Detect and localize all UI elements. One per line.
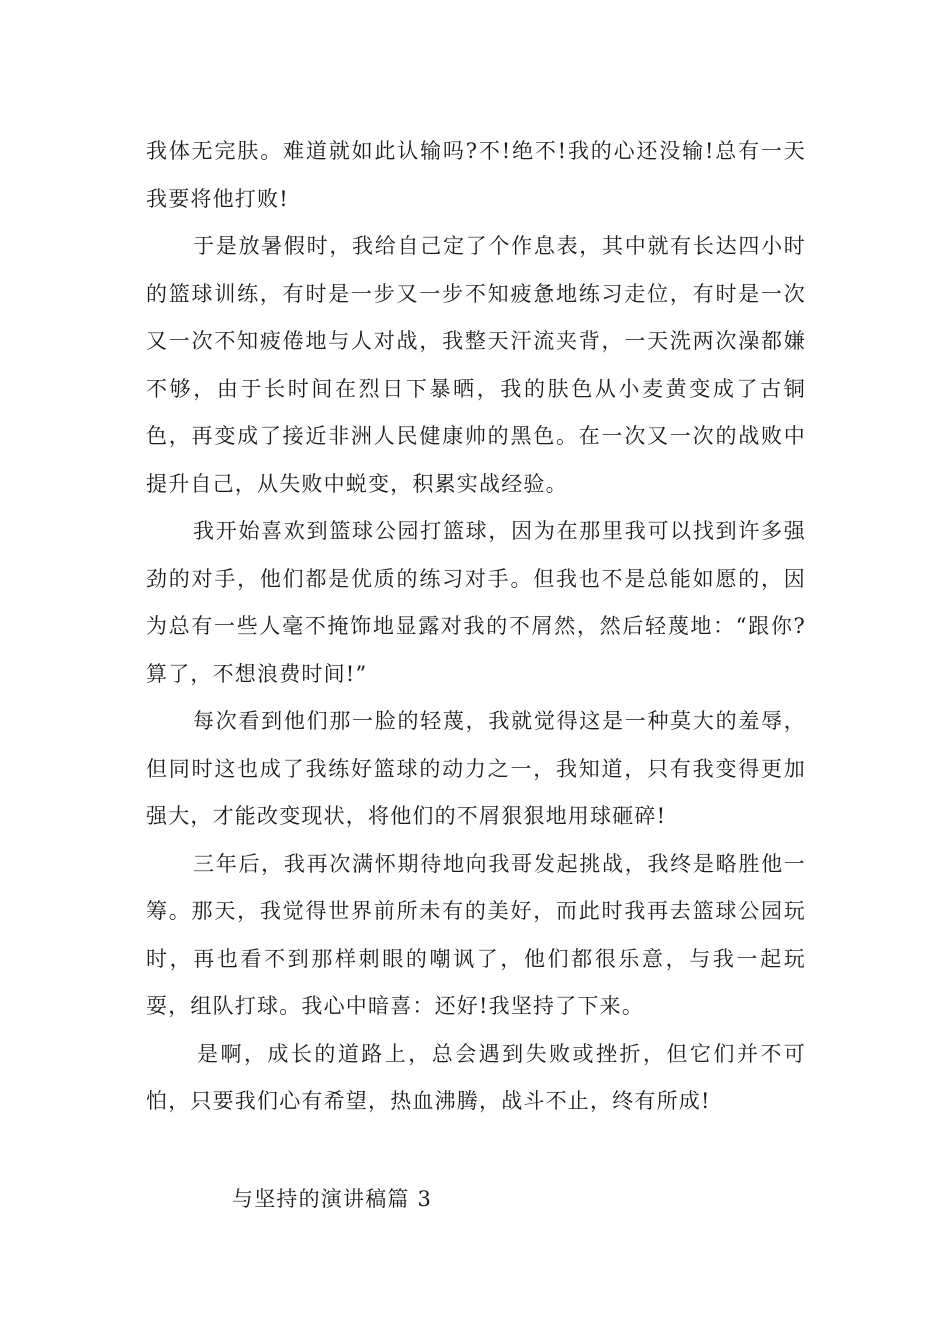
paragraph-motivation: 每次看到他们那一脸的轻蔑，我就觉得这是一种莫大的羞辱，但同时这也成了我练好篮球的动力之一，我知道，只有我变得更加强大，才能改变现状，将他们的不屑狠狠地用球砸碎! [146, 709, 806, 828]
paragraph-basketball-park: 我开始喜欢到篮球公园打篮球，因为在那里我可以找到许多强劲的对手，他们都是优质的练习对手。但我也不是总能如愿的，因为总有一些人毫不掩饰地显露对我的不屑然，然后轻蔑地：“跟你?算了，不想浪费时间!” [146, 519, 806, 686]
paragraph-summer-training: 于是放暑假时，我给自己定了个作息表，其中就有长达四小时的篮球训练，有时是一步又一步不知疲惫地练习走位，有时是一次又一次不知疲倦地与人对战，我整天汗流夹背，一天洗两次澡都嫌不够，由于长时间在烈日下暴晒，我的肤色从小麦黄变成了古铜色，再变成了接近非洲人民健康帅的黑色。在一次又一次的战败中提升自己，从失败中蜕变，积累实战经验。 [146, 234, 806, 496]
paragraph-continuation: 我体无完肤。难道就如此认输吗?不!绝不!我的心还没输!总有一天我要将他打败! [146, 139, 806, 211]
section-heading: 与坚持的演讲稿篇 3 [232, 1187, 433, 1211]
paragraph-conclusion: 是啊，成长的道路上，总会遇到失败或挫折，但它们并不可怕，只要我们心有希望，热血沸腾，战斗不止，终有所成! [146, 1041, 806, 1113]
paragraph-three-years-later: 三年后，我再次满怀期待地向我哥发起挑战，我终是略胜他一筹。那天，我觉得世界前所未有的美好，而此时我再去篮球公园玩时，再也看不到那样刺眼的嘲讽了，他们都很乐意，与我一起玩耍，组队打球。我心中暗喜：还好!我坚持了下来。 [146, 851, 806, 1018]
document-body [146, 128, 806, 1126]
